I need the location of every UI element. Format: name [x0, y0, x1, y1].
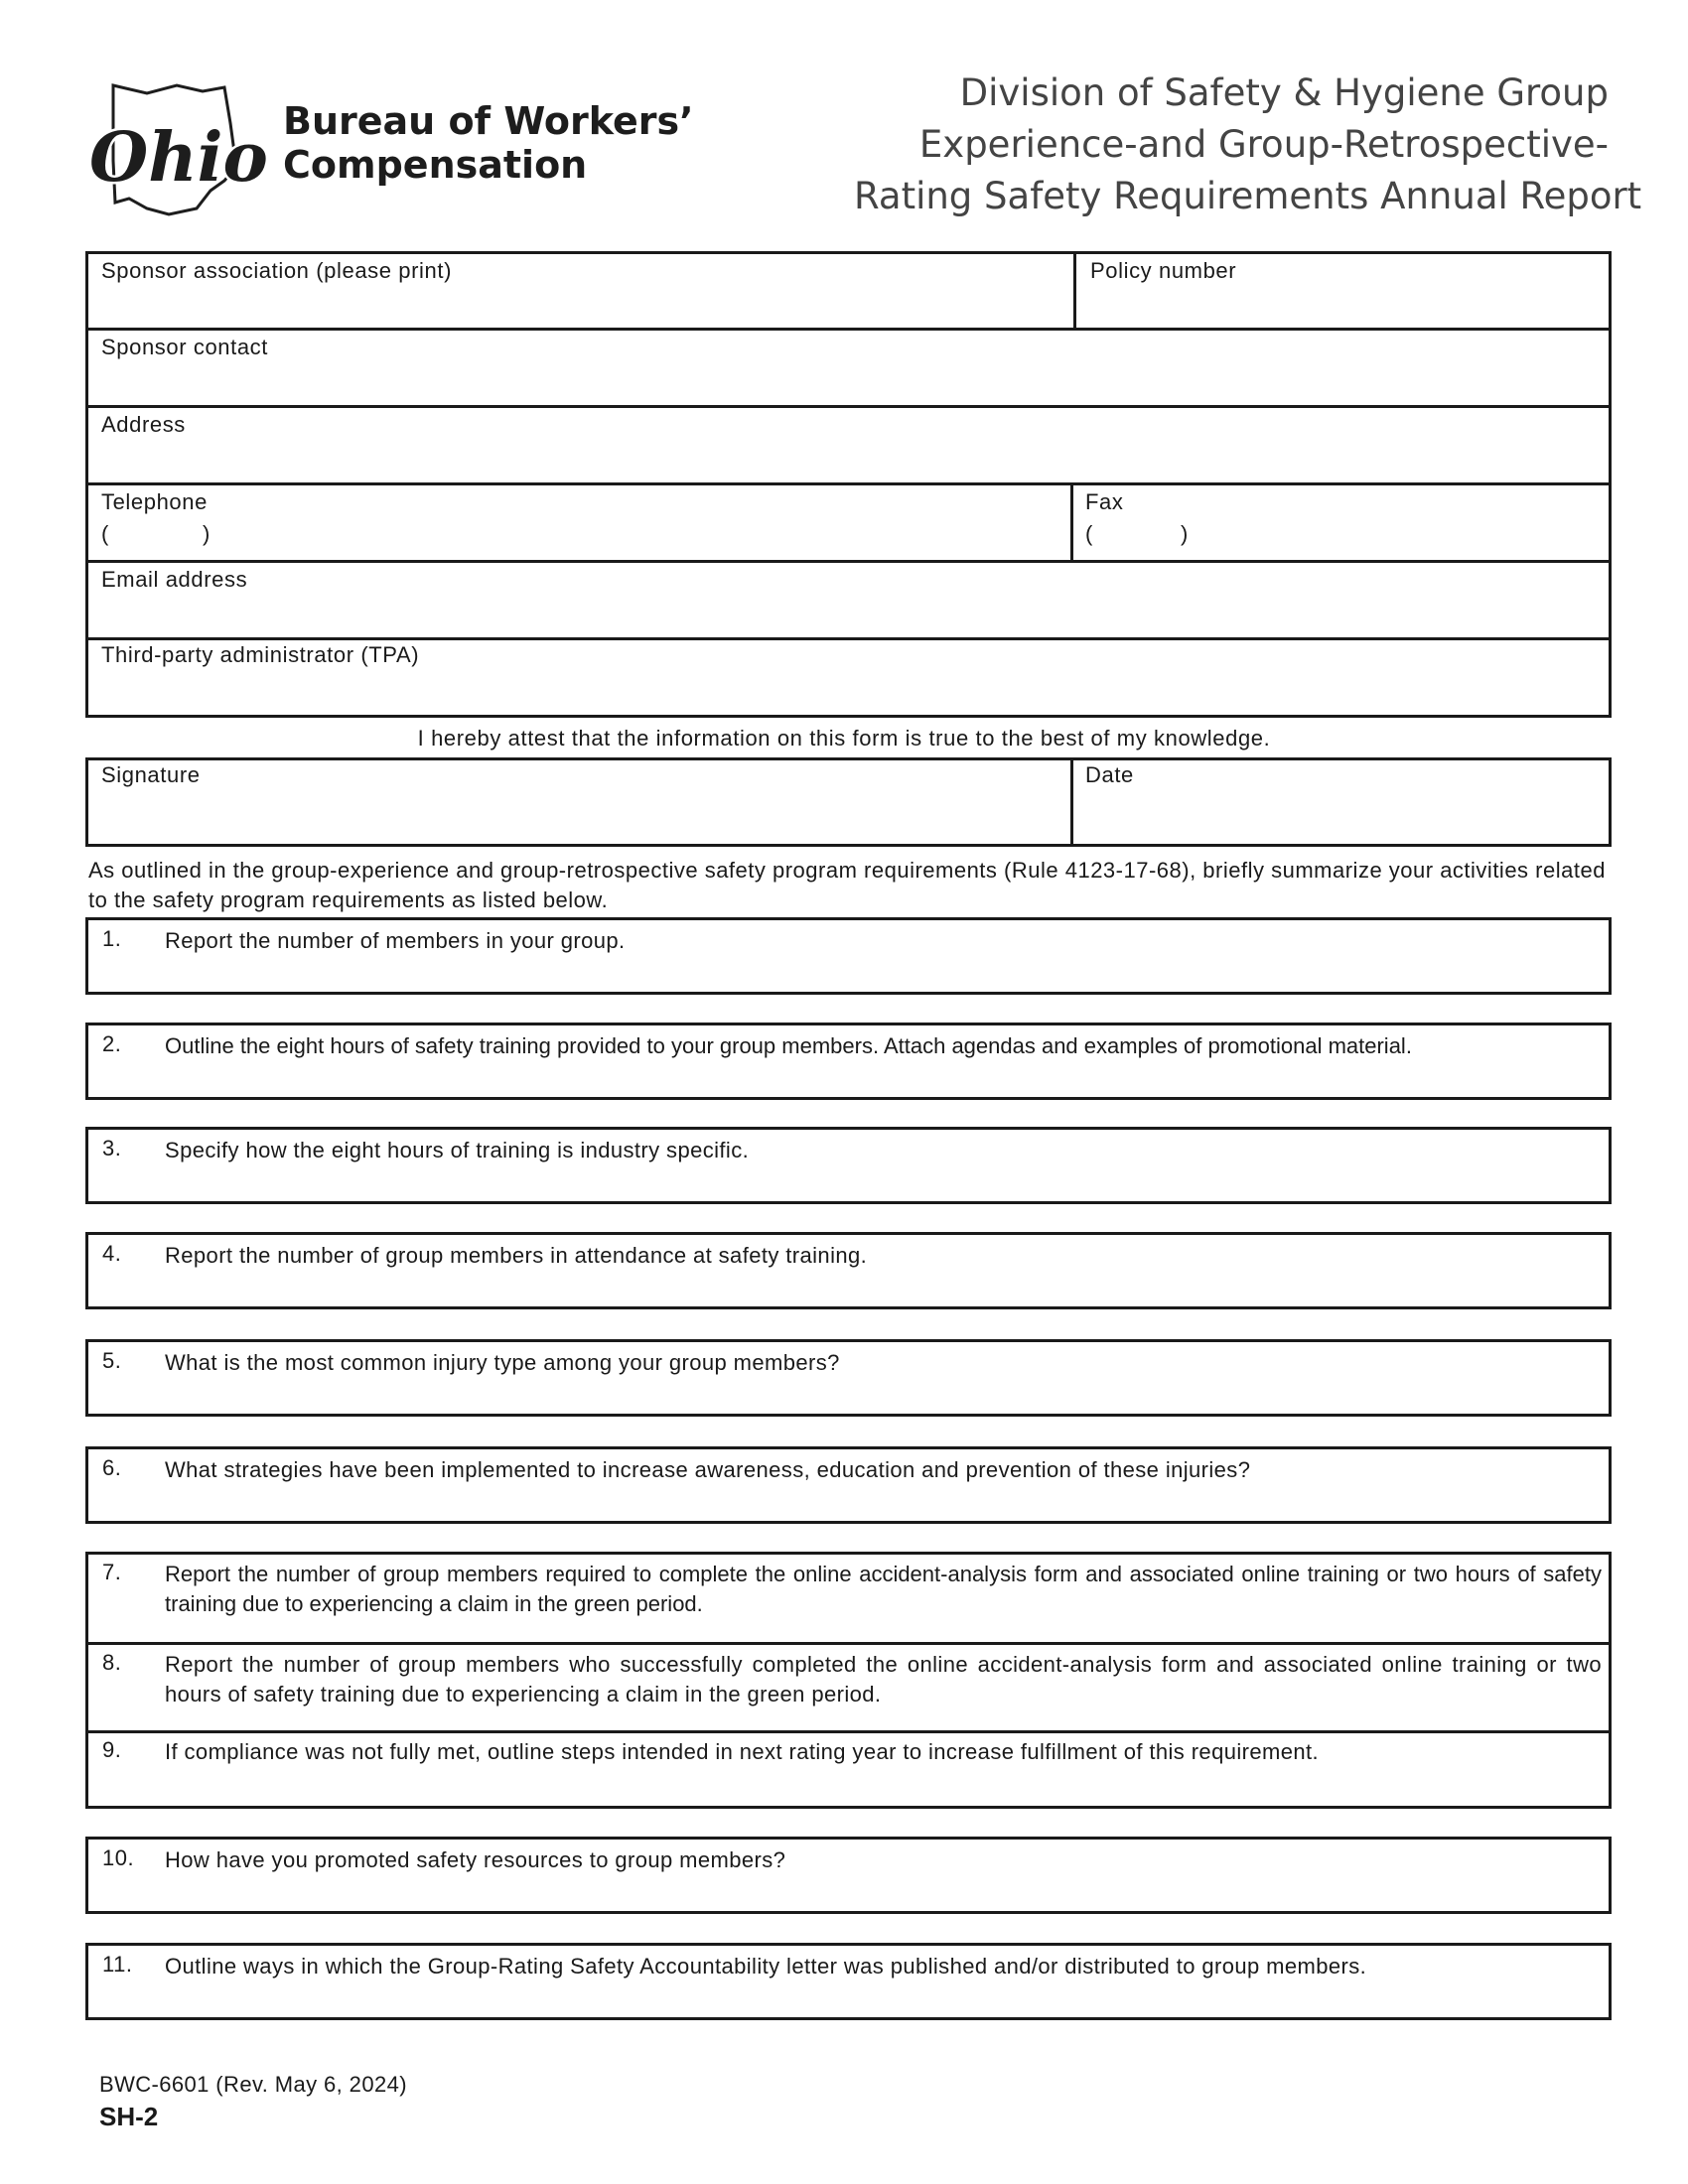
fax-field[interactable] [1073, 485, 1609, 560]
telephone-area-open: ( [101, 521, 109, 546]
form-number: BWC-6601 (Rev. May 6, 2024) [99, 2072, 407, 2097]
question-text: Outline the eight hours of safety training provided to your group members. Attach agendas and examples of promotional material. [165, 1033, 1412, 1058]
fax-area-close: ) [1181, 521, 1189, 546]
instructions-text: As outlined in the group-experience and group-retrospective safety program requirements (Rule 4123-17-68), briefly summarize your activities related to the safety program requirements as listed below. [88, 858, 1606, 912]
question-2-field[interactable] [85, 1023, 1612, 1100]
question-text: Report the number of members in your group. [165, 928, 626, 953]
question-11-field[interactable] [85, 1943, 1612, 2020]
org-name [283, 99, 694, 187]
question-text: Outline ways in which the Group-Rating Safety Accountability letter was published and/or distributed to group members. [165, 1954, 1367, 1979]
question-text: Report the number of group members who successfully completed the online accident-analysis form and associated online training or two hours of safety training due to experiencing a claim in the green period. [165, 1652, 1602, 1706]
question-number: 3. [102, 1136, 122, 1160]
date-field[interactable] [1073, 760, 1609, 844]
sponsor-association-field[interactable] [88, 254, 1073, 328]
document-title-line1: Division of Safety & Hygiene Group [959, 71, 1609, 114]
question-text: Specify how the eight hours of training is industry specific. [165, 1138, 750, 1162]
policy-number-field[interactable] [1076, 254, 1609, 328]
attestation-text: I hereby attest that the information on this form is true to the best of my knowledge. [417, 726, 1271, 751]
question-5-field[interactable] [85, 1339, 1612, 1417]
sponsor-contact-label: Sponsor contact [101, 335, 268, 359]
signature-label: Signature [101, 762, 201, 787]
question-text: What strategies have been implemented to increase awareness, education and prevention of these injuries? [165, 1457, 1251, 1482]
question-text: Report the number of group members required to complete the online accident-analysis form and associated online training or two hours of safety training due to experiencing a claim in the green period. [165, 1562, 1602, 1616]
question-number: 5. [102, 1348, 122, 1373]
question-text: Report the number of group members in attendance at safety training. [165, 1243, 868, 1268]
question-9-field[interactable] [85, 1733, 1612, 1809]
form-code: SH-2 [99, 2102, 159, 2131]
question-number: 8. [102, 1650, 122, 1675]
telephone-label: Telephone [101, 489, 208, 514]
address-label: Address [101, 412, 186, 437]
question-number: 6. [102, 1455, 122, 1480]
question-text: How have you promoted safety resources to group members? [165, 1847, 786, 1872]
sponsor-contact-field[interactable] [88, 331, 1609, 405]
email-field[interactable] [88, 563, 1609, 637]
org-name-line1: Bureau of Workers’ [283, 99, 694, 143]
sponsor-association-label: Sponsor association (please print) [101, 258, 453, 283]
question-8-field[interactable] [85, 1645, 1612, 1730]
question-1-field[interactable] [85, 917, 1612, 995]
question-number: 2. [102, 1031, 122, 1056]
tpa-field[interactable] [88, 640, 1609, 715]
question-number: 1. [102, 926, 122, 951]
signature-field[interactable] [88, 760, 1070, 844]
question-number: 7. [102, 1560, 122, 1584]
question-10-field[interactable] [85, 1837, 1612, 1914]
fax-area-open: ( [1085, 521, 1093, 546]
question-number: 4. [102, 1241, 122, 1266]
question-7-field[interactable] [85, 1552, 1612, 1642]
document-title [854, 68, 1642, 222]
question-number: 9. [102, 1737, 122, 1762]
address-field[interactable] [88, 408, 1609, 482]
question-6-field[interactable] [85, 1446, 1612, 1524]
date-label: Date [1085, 762, 1134, 787]
question-text: What is the most common injury type among your group members? [165, 1350, 840, 1375]
question-number: 10. [102, 1845, 135, 1870]
ohio-logo-text: Ohio [89, 118, 268, 198]
question-3-field[interactable] [85, 1127, 1612, 1204]
document-title-line3: Rating Safety Requirements Annual Report [854, 175, 1642, 217]
policy-number-label: Policy number [1090, 258, 1237, 283]
ohio-logo [85, 83, 274, 216]
tpa-label: Third-party administrator (TPA) [101, 642, 420, 667]
question-number: 11. [102, 1952, 133, 1977]
org-name-line2: Compensation [283, 143, 588, 187]
question-text: If compliance was not fully met, outline steps intended in next rating year to increase fulfillment of this requirement. [165, 1739, 1320, 1764]
email-label: Email address [101, 567, 248, 592]
document-title-line2: Experience-and Group-Retrospective- [918, 123, 1609, 166]
telephone-area-close: ) [203, 521, 211, 546]
fax-label: Fax [1085, 489, 1124, 514]
telephone-field[interactable] [88, 485, 1070, 560]
question-4-field[interactable] [85, 1232, 1612, 1309]
